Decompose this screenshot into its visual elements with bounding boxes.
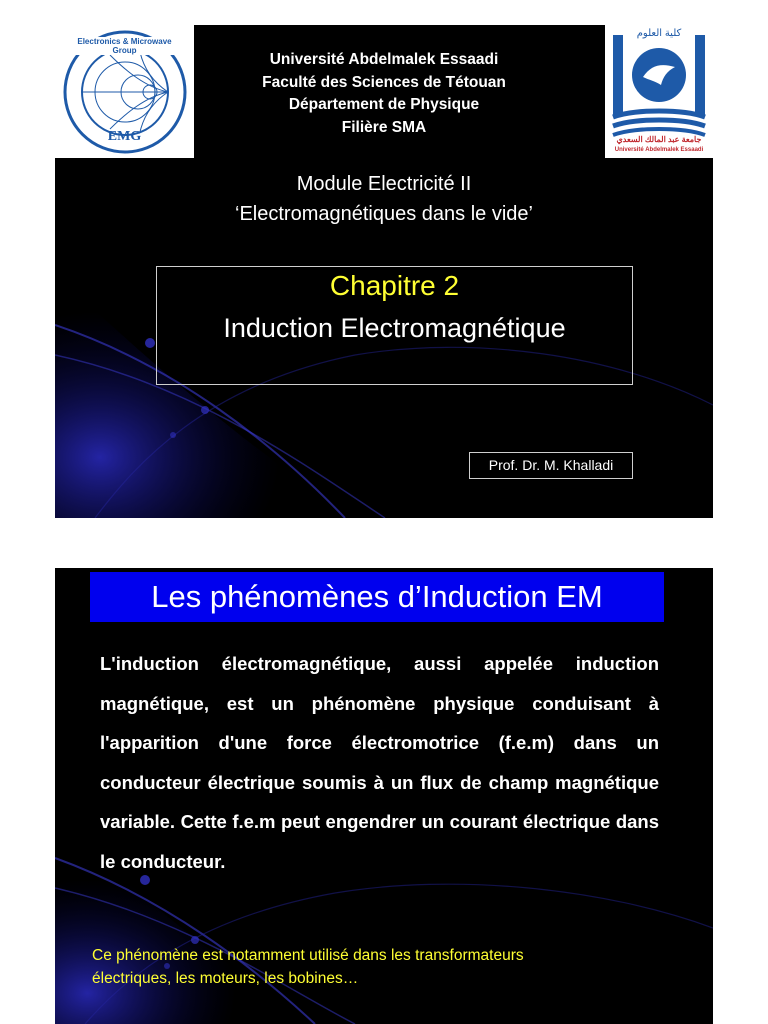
module-subtitle: ‘Electromagnétiques dans le vide’ [235,203,533,225]
emg-ring-text: Electronics & Microwave Group [69,37,180,55]
applications-note [92,945,652,990]
logo-arabic-top: كلية العلوم [636,28,682,39]
note-line-1: Ce phénomène est notamment utilisé dans les transformateurs [92,947,524,964]
chapter-number: Chapitre 2 [329,270,460,301]
chapter-box [156,266,633,385]
content-slide [55,568,713,1024]
header-department: Département de Physique [288,96,480,113]
university-logo [605,25,713,158]
logo-arabic-bottom: جامعة عبد المالك السعدي [616,135,702,144]
emg-logo [55,25,194,158]
definition-paragraph: L'induction électromagnétique, aussi appelée induction magnétique, est un phénomène physique conduisant à l'apparition d'une force électromotrice (f.e.m) dans un conducteur électrique soumis à un flux de champ magnétique variable. Cette f.e.m peut engendrer un courant électrique dans le conducteur. [100,653,659,872]
header-university: Université Abdelmalek Essaadi [269,51,499,68]
note-line-2: électriques, les moteurs, les bobines… [92,969,359,987]
author-label: Prof. Dr. M. Khalladi [469,452,633,479]
institution-header [194,49,574,139]
module-name: Module Electricité II [296,173,472,195]
header-faculty: Faculté des Sciences de Tétouan [262,73,506,91]
module-title [55,169,713,229]
slide-title: Les phénomènes d’Induction EM [90,572,664,622]
chapter-title: Induction Electromagnétique [223,313,566,343]
header-program: Filière SMA [341,118,427,136]
logo-latin-name: Université Abdelmalek Essaadi [614,147,704,153]
title-slide [55,25,713,518]
emg-initials: EMG [107,129,142,144]
